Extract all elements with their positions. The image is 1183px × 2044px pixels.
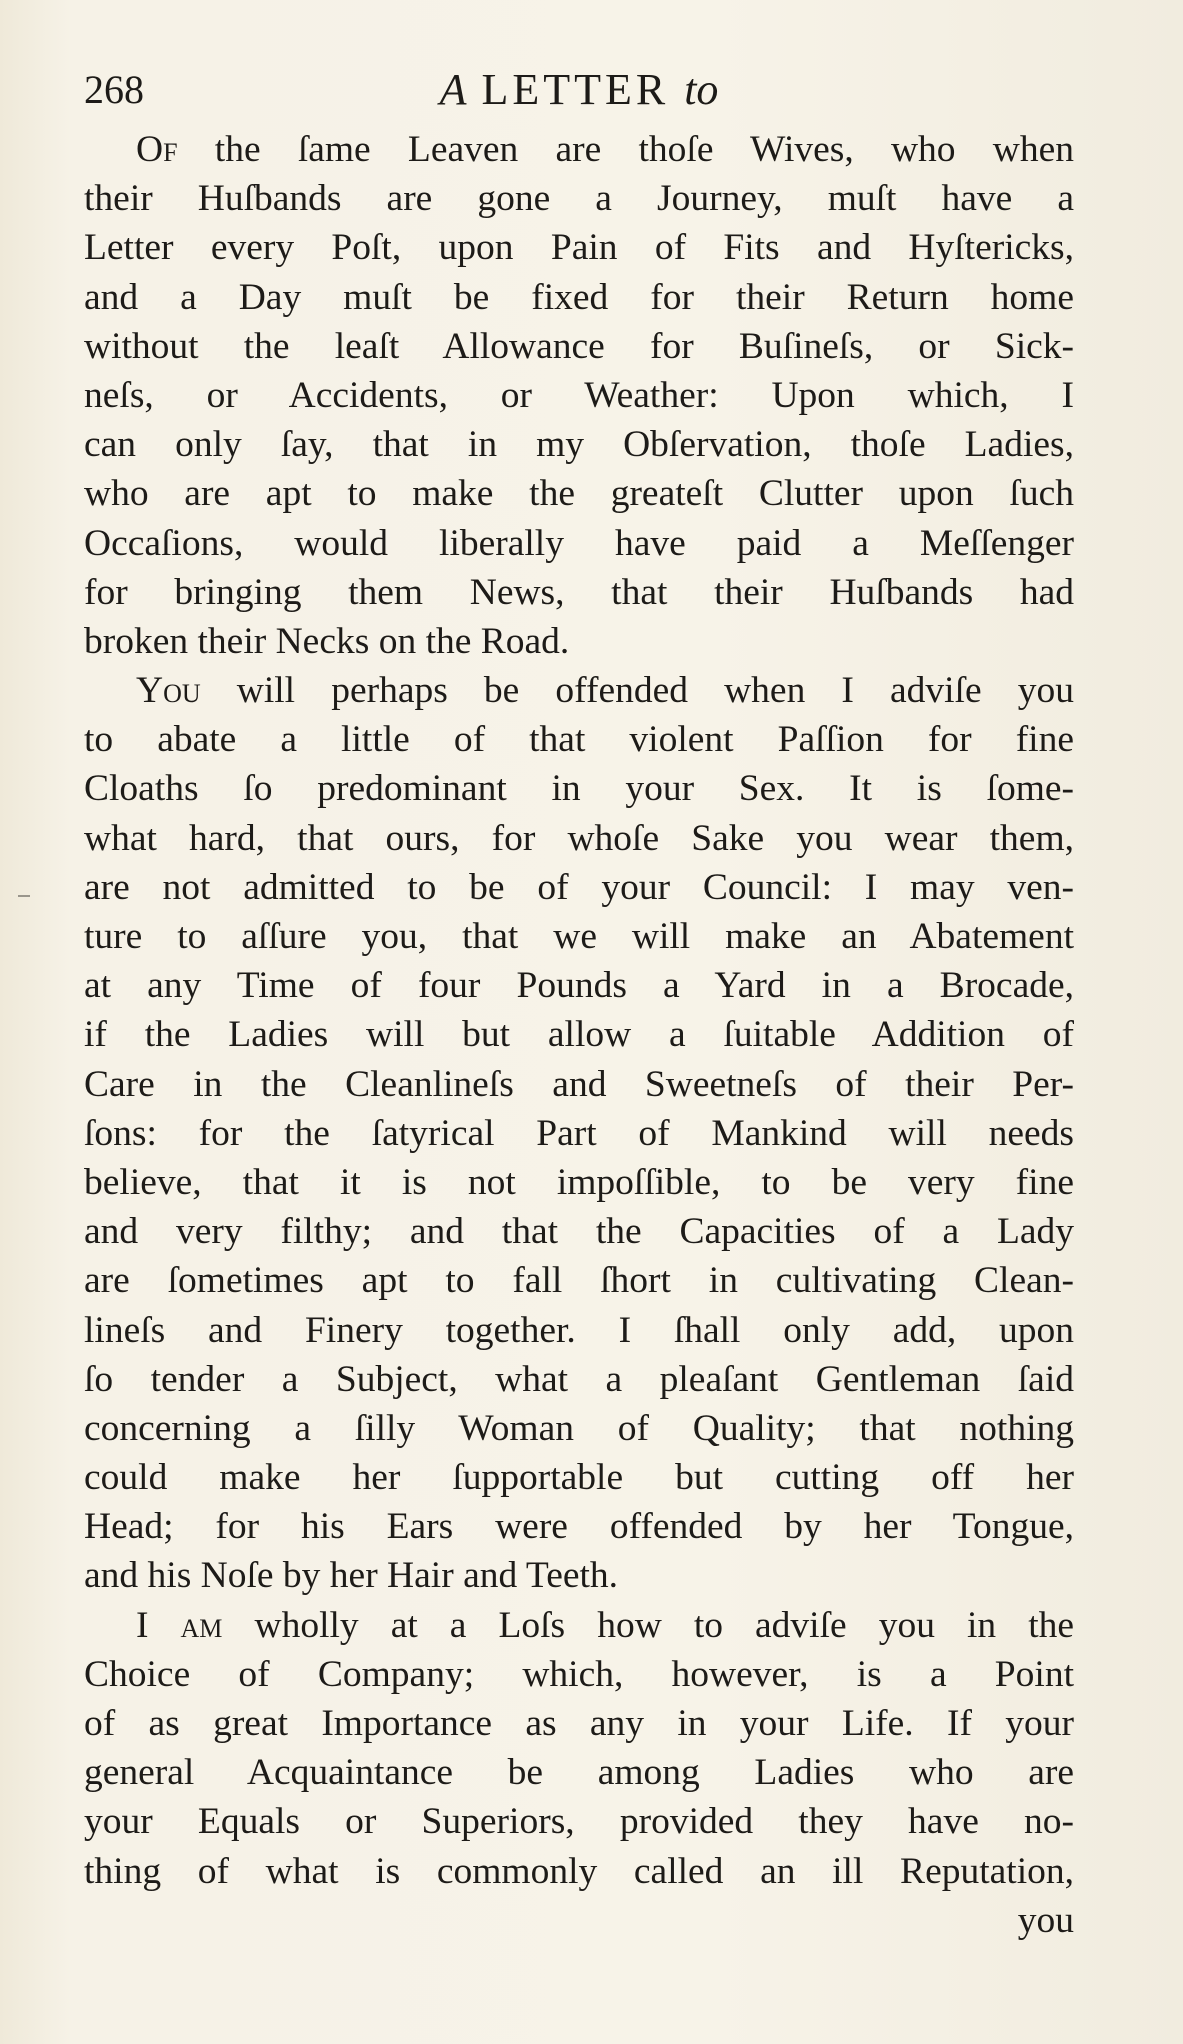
text-line	[84, 1404, 1074, 1453]
line-text: can only ſay, that in my Obſervation, thoſe Ladies,	[84, 424, 1074, 466]
line-text: your Equals or Superiors, provided they have no-	[84, 1801, 1074, 1843]
line-text: are not admitted to be of your Council: I may ven-	[84, 866, 1074, 908]
text-line	[84, 223, 1074, 272]
line-text: wholly at a Loſs how to adviſe you in the	[254, 1604, 1074, 1646]
text-line	[84, 863, 1074, 912]
line-text: believe, that it is not impoſſible, to be very fine	[84, 1161, 1074, 1203]
line-text: for bringing them News, that their Huſbands had	[84, 571, 1074, 613]
text-line	[84, 1601, 1074, 1650]
text-line	[84, 519, 1074, 568]
paragraph-lead-word: I am	[136, 1604, 223, 1646]
line-text: neſs, or Accidents, or Weather: Upon which, I	[84, 374, 1074, 416]
text-line	[84, 814, 1074, 863]
running-head	[84, 60, 1074, 120]
text-line	[84, 174, 1074, 223]
line-text: if the Ladies will but allow a ſuitable Addition of	[84, 1014, 1074, 1056]
running-head-title: LETTER	[481, 65, 670, 114]
text-line	[84, 764, 1074, 813]
running-head-article: A	[439, 65, 467, 114]
paragraph-lead-word: You	[136, 670, 201, 712]
text-line	[84, 961, 1074, 1010]
text-line	[84, 1453, 1074, 1502]
text-line	[84, 1699, 1074, 1748]
text-line	[84, 1502, 1074, 1551]
text-line	[84, 420, 1074, 469]
text-line	[84, 1650, 1074, 1699]
text-line	[84, 1207, 1074, 1256]
page-number: 268	[84, 67, 144, 112]
text-line	[84, 322, 1074, 371]
line-text: ſo tender a Subject, what a pleaſant Gentleman ſaid	[84, 1358, 1074, 1400]
text-line	[84, 1551, 1074, 1600]
text-line	[84, 1060, 1074, 1109]
line-text: without the leaſt Allowance for Buſineſs, or Sick-	[84, 325, 1074, 367]
body-text	[84, 125, 1074, 1945]
line-text: will perhaps be offended when I adviſe you	[236, 670, 1074, 712]
text-line	[84, 1158, 1074, 1207]
line-text: Choice of Company; which, however, is a Point	[84, 1653, 1074, 1695]
text-line	[84, 1797, 1074, 1846]
text-line	[84, 666, 1074, 715]
line-text: Care in the Cleanlineſs and Sweetneſs of their Per-	[84, 1063, 1074, 1105]
text-line	[84, 1355, 1074, 1404]
line-text: the ſame Leaven are thoſe Wives, who when	[214, 129, 1074, 170]
text-line	[84, 1306, 1074, 1355]
line-text: Occaſions, would liberally have paid a Meſſenger	[84, 522, 1074, 564]
line-text: general Acquaintance be among Ladies who are	[84, 1752, 1074, 1794]
text-line	[84, 371, 1074, 420]
line-text: of as great Importance as any in your Life. If your	[84, 1703, 1074, 1744]
line-text: are ſometimes apt to fall ſhort in cultivating Clean-	[84, 1260, 1074, 1302]
line-text: their Huſbands are gone a Journey, muſt have a	[84, 178, 1074, 220]
line-text: and a Day muſt be fixed for their Return home	[84, 276, 1074, 318]
margin-mark	[18, 895, 30, 897]
line-text: at any Time of four Pounds a Yard in a Brocade,	[84, 965, 1074, 1007]
page-header	[84, 60, 1074, 120]
text-line	[84, 1256, 1074, 1305]
paragraph-lead-word: Of	[136, 129, 178, 170]
text-line	[84, 617, 1074, 666]
line-text: ſons: for the ſatyrical Part of Mankind will needs	[84, 1112, 1074, 1154]
line-text: who are apt to make the greateſt Clutter upon ſuch	[84, 473, 1074, 515]
text-line	[84, 1010, 1074, 1059]
text-line	[84, 912, 1074, 961]
text-line	[84, 1109, 1074, 1158]
line-text: to abate a little of that violent Paſſion for fine	[84, 719, 1074, 761]
line-text: Letter every Poſt, upon Pain of Fits and Hyſtericks,	[84, 227, 1074, 269]
catchword: you	[1017, 1899, 1074, 1941]
line-text: broken their Necks on the Road.	[84, 620, 570, 662]
running-head-tail: to	[684, 65, 719, 114]
line-text: lineſs and Finery together. I ſhall only add, upon	[84, 1309, 1074, 1351]
text-line	[84, 715, 1074, 764]
text-line	[84, 1847, 1074, 1896]
text-line	[84, 568, 1074, 617]
text-line	[84, 125, 1074, 174]
line-text: Cloaths ſo predominant in your Sex. It is ſome-	[84, 768, 1074, 810]
text-line	[84, 273, 1074, 322]
line-text: could make her ſupportable but cutting off her	[84, 1457, 1074, 1499]
text-line	[84, 469, 1074, 518]
line-text: Head; for his Ears were offended by her Tongue,	[84, 1506, 1074, 1548]
text-line	[84, 1748, 1074, 1797]
line-text: what hard, that ours, for whoſe Sake you wear them,	[84, 817, 1074, 859]
line-text: thing of what is commonly called an ill Reputation,	[84, 1850, 1074, 1892]
line-text: and very filthy; and that the Capacities of a Lady	[84, 1211, 1074, 1253]
line-text: and his Noſe by her Hair and Teeth.	[84, 1555, 619, 1597]
line-text: concerning a ſilly Woman of Quality; that nothing	[84, 1407, 1074, 1449]
line-text: ture to aſſure you, that we will make an Abatement	[84, 916, 1074, 957]
